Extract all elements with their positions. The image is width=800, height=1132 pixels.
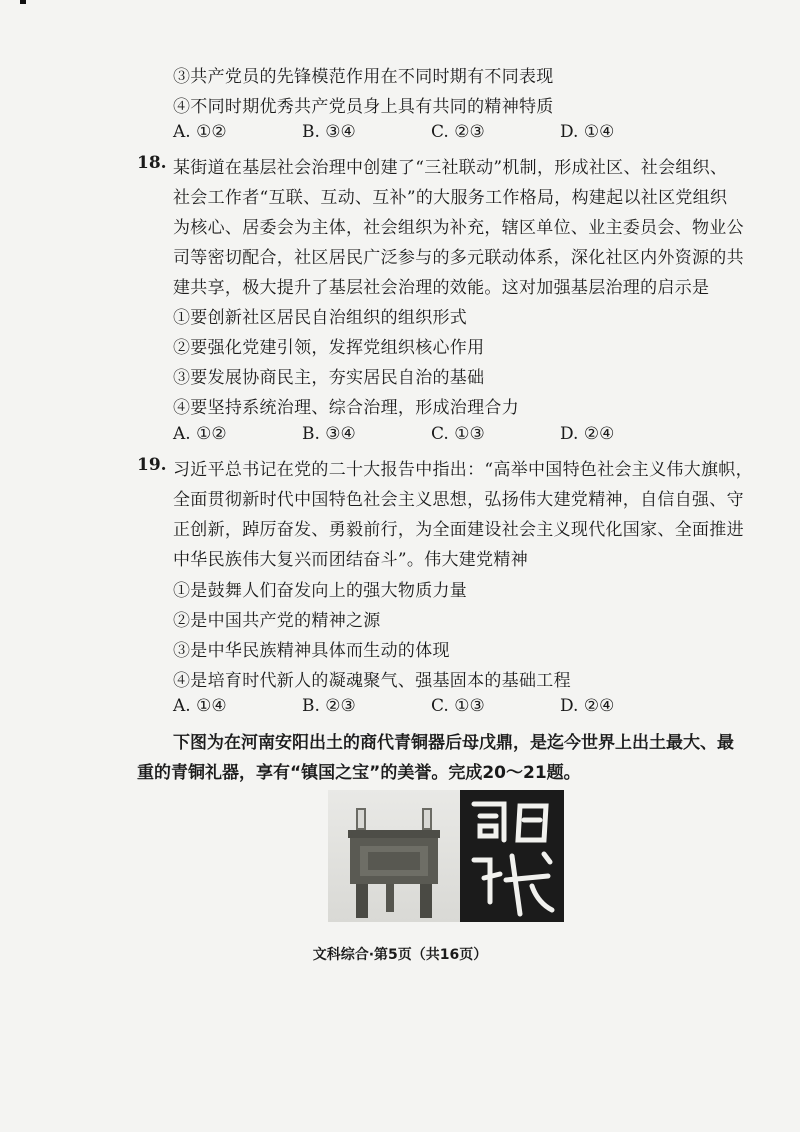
q17-option-a: A. ①② <box>173 122 227 142</box>
scan-mark <box>20 0 26 4</box>
q18-stem-line-3: 为核心、居委会为主体，社会组织为补充，辖区单位、业主委员会、物业公 <box>173 218 744 238</box>
q19-statement-1: ①是鼓舞人们奋发向上的强大物质力量 <box>173 581 468 601</box>
q19-stem-line-2: 全面贯彻新时代中国特色社会主义思想，弘扬伟大建党精神，自信自强、守 <box>173 490 744 510</box>
inscription-rubbing <box>460 790 564 922</box>
q18-statement-1: ①要创新社区居民自治组织的组织形式 <box>173 308 468 328</box>
q18-option-b: B. ③④ <box>302 424 356 444</box>
q18-stem-line-4: 司等密切配合，社区居民广泛参与的多元联动体系，深化社区内外资源的共 <box>173 248 744 268</box>
q19-number: 19. <box>137 455 167 475</box>
houmuwu-ding-figure <box>328 790 564 922</box>
q18-option-c: C. ①③ <box>431 424 485 444</box>
q18-statement-3: ③要发展协商民主，夯实居民自治的基础 <box>173 368 485 388</box>
q19-stem-line-1: 习近平总书记在党的二十大报告中指出：“高举中国特色社会主义伟大旗帜， <box>173 460 753 480</box>
q18-number: 18. <box>137 153 167 173</box>
q19-statement-3: ③是中华民族精神具体而生动的体现 <box>173 641 450 661</box>
q18-stem-line-1: 某街道在基层社会治理中创建了“三社联动”机制，形成社区、社会组织、 <box>173 158 728 178</box>
page-footer: 文科综合·第5页（共16页） <box>312 947 488 963</box>
q17-option-b: B. ③④ <box>302 122 356 142</box>
q18-option-d: D. ②④ <box>560 424 615 444</box>
q19-option-d: D. ②④ <box>560 696 615 716</box>
q17-statement-3: ③共产党员的先锋模范作用在不同时期有不同表现 <box>173 67 554 87</box>
ding-vessel-illustration <box>328 790 460 922</box>
q19-option-c: C. ①③ <box>431 696 485 716</box>
q19-stem-line-3: 正创新，踔厉奋发、勇毅前行，为全面建设社会主义现代化国家、全面推进 <box>173 520 744 540</box>
inscription-characters <box>460 790 564 922</box>
q18-option-a: A. ①② <box>173 424 227 444</box>
q19-stem-line-4: 中华民族伟大复兴而团结奋斗”。伟大建党精神 <box>173 550 528 570</box>
q18-statement-2: ②要强化党建引领，发挥党组织核心作用 <box>173 338 485 358</box>
q18-stem-line-5: 建共享，极大提升了基层社会治理的效能。这对加强基层治理的启示是 <box>173 278 710 298</box>
q18-statement-4: ④要坚持系统治理、综合治理，形成治理合力 <box>173 398 519 418</box>
bronze-ding-photo <box>328 790 460 922</box>
q17-statement-4: ④不同时期优秀共产党员身上具有共同的精神特质 <box>173 97 554 117</box>
q19-statement-2: ②是中国共产党的精神之源 <box>173 611 381 631</box>
q20-21-intro-line-1: 下图为在河南安阳出土的商代青铜器后母戊鼎，是迄今世界上出土最大、最 <box>173 733 734 753</box>
q19-statement-4: ④是培育时代新人的凝魂聚气、强基固本的基础工程 <box>173 671 571 691</box>
q19-option-a: A. ①④ <box>173 696 227 716</box>
q19-option-b: B. ②③ <box>302 696 356 716</box>
q20-21-intro-line-2: 重的青铜礼器，享有“镇国之宝”的美誉。完成20～21题。 <box>137 763 581 783</box>
q18-stem-line-2: 社会工作者“互联、互动、互补”的大服务工作格局，构建起以社区党组织 <box>173 188 728 208</box>
q17-option-d: D. ①④ <box>560 122 615 142</box>
q17-option-c: C. ②③ <box>431 122 485 142</box>
